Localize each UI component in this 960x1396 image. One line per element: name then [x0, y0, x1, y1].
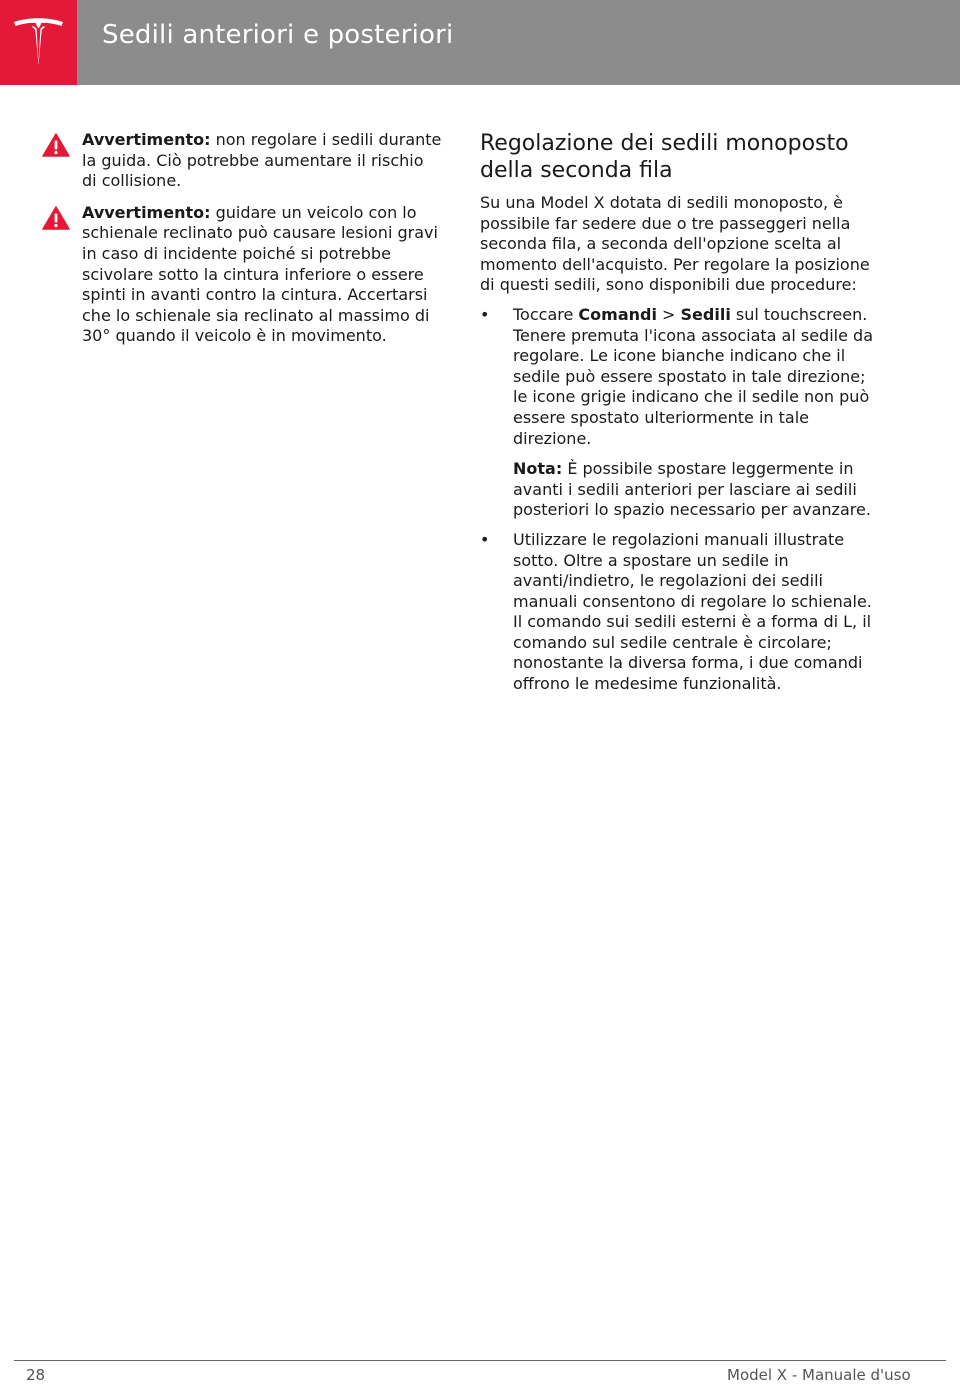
list-item: [480, 530, 880, 695]
page-title: Sedili anteriori e posteriori: [102, 20, 454, 50]
note-label: Nota:: [513, 459, 563, 479]
warning-label: Avvertimento:: [82, 202, 211, 222]
note-block: [513, 459, 880, 521]
menu-term-seats: Sedili: [680, 304, 731, 324]
menu-separator: >: [656, 304, 681, 324]
list-item-text: Utilizzare le regolazioni manuali illustrate sotto. Oltre a spostare un sedile in avanti/indietro, le regolazioni dei sedili manuali consentono di regolare lo schienale. Il comando sui sedili esterni è a forma di L, il comando sul sedile centrale è circolare; nonostante la diversa forma, i due comandi offrono le medesime funzionalità.: [513, 529, 872, 694]
footer-divider: [14, 1360, 946, 1361]
list-item: [480, 305, 880, 521]
intro-paragraph: Su una Model X dotata di sedili monoposto, è possibile far sedere due o tre passeggeri nella seconda fila, a seconda dell'opzione scelta al momento dell'acquisto. Per regolare la posizione di questi sedili, sono disponibili due procedure:: [480, 193, 870, 295]
brand-logo-box: [0, 0, 77, 85]
page-header: [0, 0, 960, 85]
warning-block: [82, 203, 442, 347]
right-column: [480, 130, 880, 704]
left-column: [82, 130, 442, 358]
section-heading: Regolazione dei sedili monoposto della seconda fila: [480, 131, 849, 183]
warning-triangle-icon: [42, 206, 70, 230]
bullet-marker: •: [480, 304, 490, 324]
warning-text: guidare un veicolo con lo schienale reclinato può causare lesioni gravi in caso di incidente poiché si potrebbe scivolare sotto la cintura inferiore o essere spinti in avanti contro la cintura. Accertarsi che lo schienale sia reclinato al massimo di 30° quando il veicolo è in movimento.: [82, 202, 438, 346]
warning-text: non regolare i sedili durante la guida. Ciò potrebbe aumentare il rischio di collisione.: [82, 130, 442, 191]
bullet-marker: •: [480, 529, 490, 549]
warning-label: Avvertimento:: [82, 130, 211, 149]
warning-triangle-icon: [42, 133, 70, 157]
menu-term-controls: Comandi: [578, 304, 657, 324]
tesla-logo-icon: [12, 17, 65, 67]
list-item-prefix: Toccare: [513, 304, 579, 324]
warning-block: [82, 130, 442, 192]
footer-document-title: Model X - Manuale d'uso: [727, 1366, 911, 1384]
procedure-list: [480, 305, 880, 695]
list-item-body: sul touchscreen. Tenere premuta l'icona associata al sedile da regolare. Le icone bianche indicano che il sedile può essere spostato in tale direzione; le icone grigie indicano che il sedile non può essere spostato ulteriormente in tale direzione.: [513, 304, 873, 448]
page-number: 28: [26, 1366, 46, 1384]
list-item-text: [513, 305, 880, 449]
note-text: È possibile spostare leggermente in avanti i sedili anteriori per lasciare ai sedili posteriori lo spazio necessario per avanzare.: [513, 459, 871, 520]
